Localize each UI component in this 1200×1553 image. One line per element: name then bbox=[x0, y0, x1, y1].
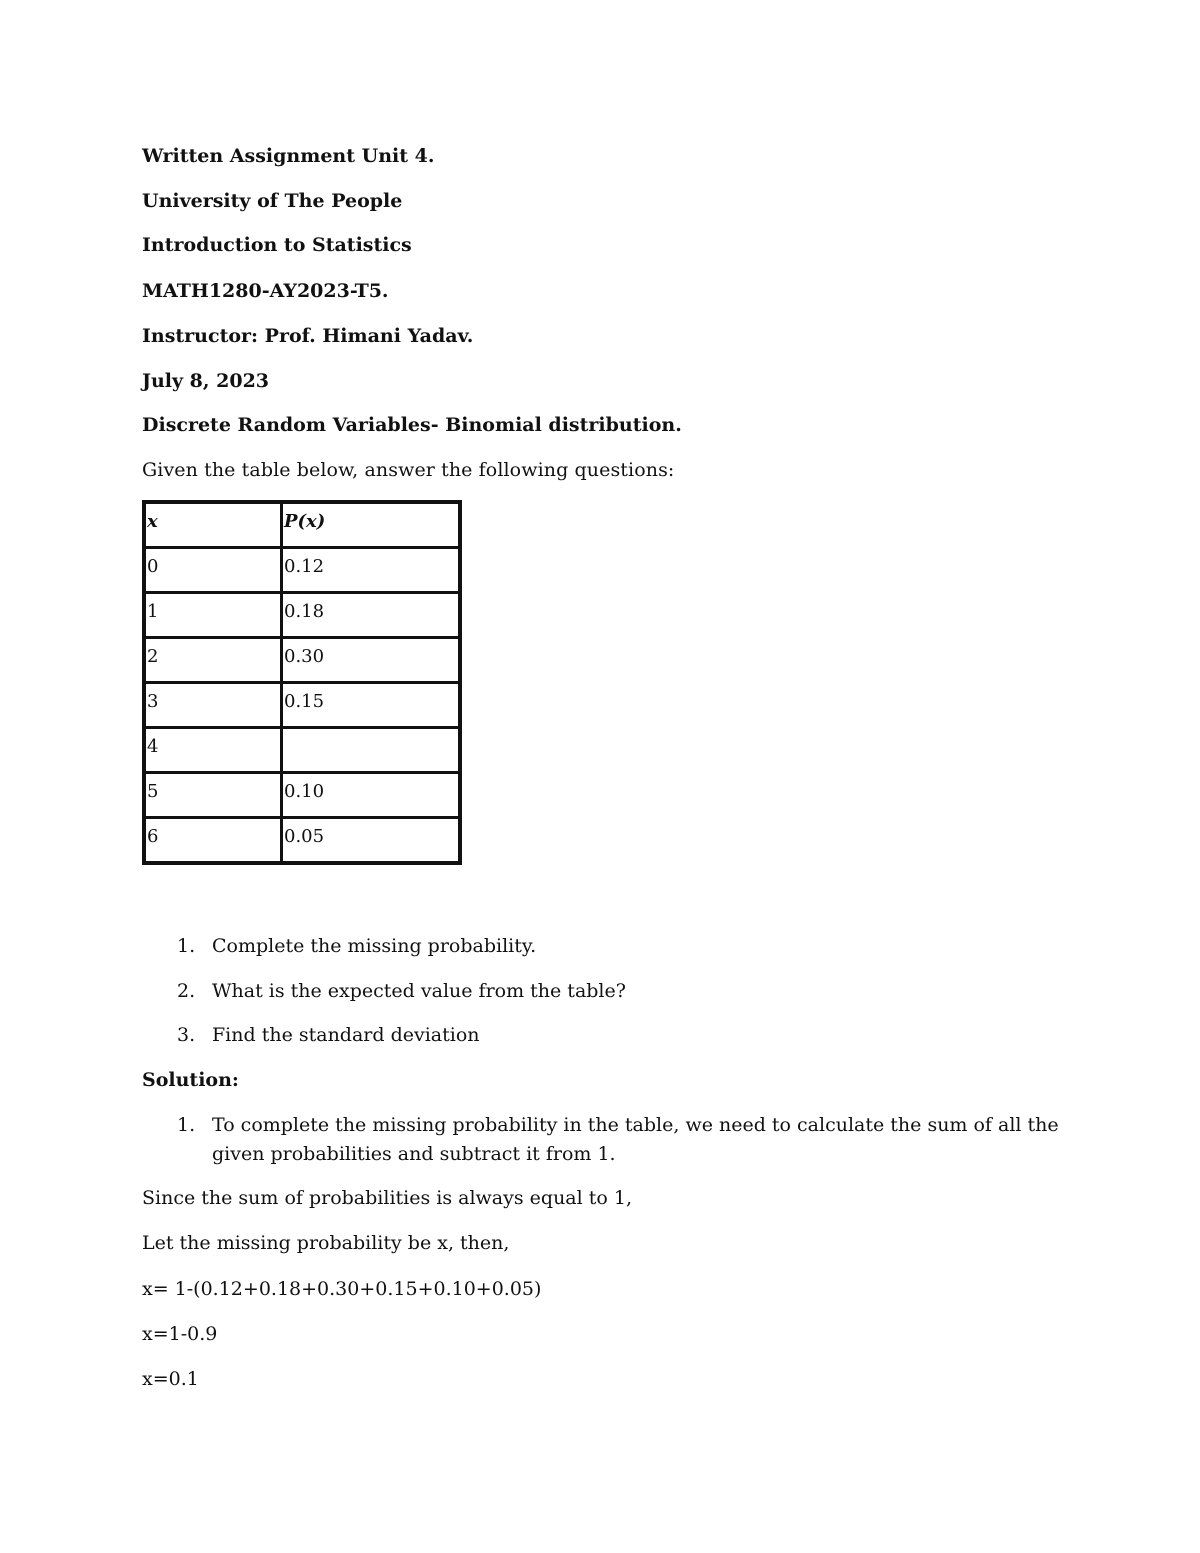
table-header-cell: x bbox=[144, 502, 282, 548]
list-number: 1. bbox=[177, 1114, 196, 1136]
document-date: July 8, 2023 bbox=[142, 370, 270, 392]
table-cell: 0 bbox=[144, 548, 282, 593]
topic-heading: Discrete Random Variables- Binomial distribution. bbox=[142, 414, 682, 436]
probability-table bbox=[142, 500, 462, 865]
solution-heading: Solution: bbox=[142, 1069, 239, 1091]
assignment-title: Written Assignment Unit 4. bbox=[142, 145, 435, 167]
table-header-cell: P(x) bbox=[282, 502, 461, 548]
list-number: 3. bbox=[177, 1024, 196, 1046]
table-cell: 3 bbox=[144, 683, 282, 728]
equation-line: x= 1-(0.12+0.18+0.30+0.15+0.10+0.05) bbox=[142, 1278, 542, 1300]
solution-step-text: To complete the missing probability in the table, we need to calculate the sum of all the given probabilities and subtract it from 1. bbox=[212, 1114, 1059, 1165]
table-cell: 0.18 bbox=[282, 593, 461, 638]
table-row bbox=[144, 818, 460, 864]
table-cell: 0.30 bbox=[282, 638, 461, 683]
question-text: Complete the missing probability. bbox=[212, 935, 537, 957]
table-row bbox=[144, 683, 460, 728]
table-cell: 1 bbox=[144, 593, 282, 638]
instructor-name: Instructor: Prof. Himani Yadav. bbox=[142, 325, 474, 347]
intro-text: Given the table below, answer the following questions: bbox=[142, 459, 675, 481]
table-row bbox=[144, 593, 460, 638]
table-cell: 4 bbox=[144, 728, 282, 773]
question-text: Find the standard deviation bbox=[212, 1024, 480, 1046]
table-cell: 0.15 bbox=[282, 683, 461, 728]
table-header-row bbox=[144, 502, 460, 548]
solution-line: Let the missing probability be x, then, bbox=[142, 1232, 510, 1254]
table-cell: 6 bbox=[144, 818, 282, 864]
table-row bbox=[144, 773, 460, 818]
table-cell: 0.12 bbox=[282, 548, 461, 593]
list-number: 1. bbox=[177, 935, 196, 957]
solution-line: Since the sum of probabilities is always equal to 1, bbox=[142, 1187, 632, 1209]
table-cell: 2 bbox=[144, 638, 282, 683]
equation-line: x=1-0.9 bbox=[142, 1323, 218, 1345]
course-code: MATH1280-AY2023-T5. bbox=[142, 280, 389, 302]
list-number: 2. bbox=[177, 980, 196, 1002]
table-cell: 5 bbox=[144, 773, 282, 818]
table-cell: 0.10 bbox=[282, 773, 461, 818]
course-name: Introduction to Statistics bbox=[142, 234, 412, 256]
table-cell: 0.05 bbox=[282, 818, 461, 864]
university-name: University of The People bbox=[142, 190, 403, 212]
question-text: What is the expected value from the table? bbox=[212, 980, 626, 1002]
table-cell-empty bbox=[282, 728, 461, 773]
table-row bbox=[144, 728, 460, 773]
table-row bbox=[144, 548, 460, 593]
table-row bbox=[144, 638, 460, 683]
equation-line: x=0.1 bbox=[142, 1368, 199, 1390]
